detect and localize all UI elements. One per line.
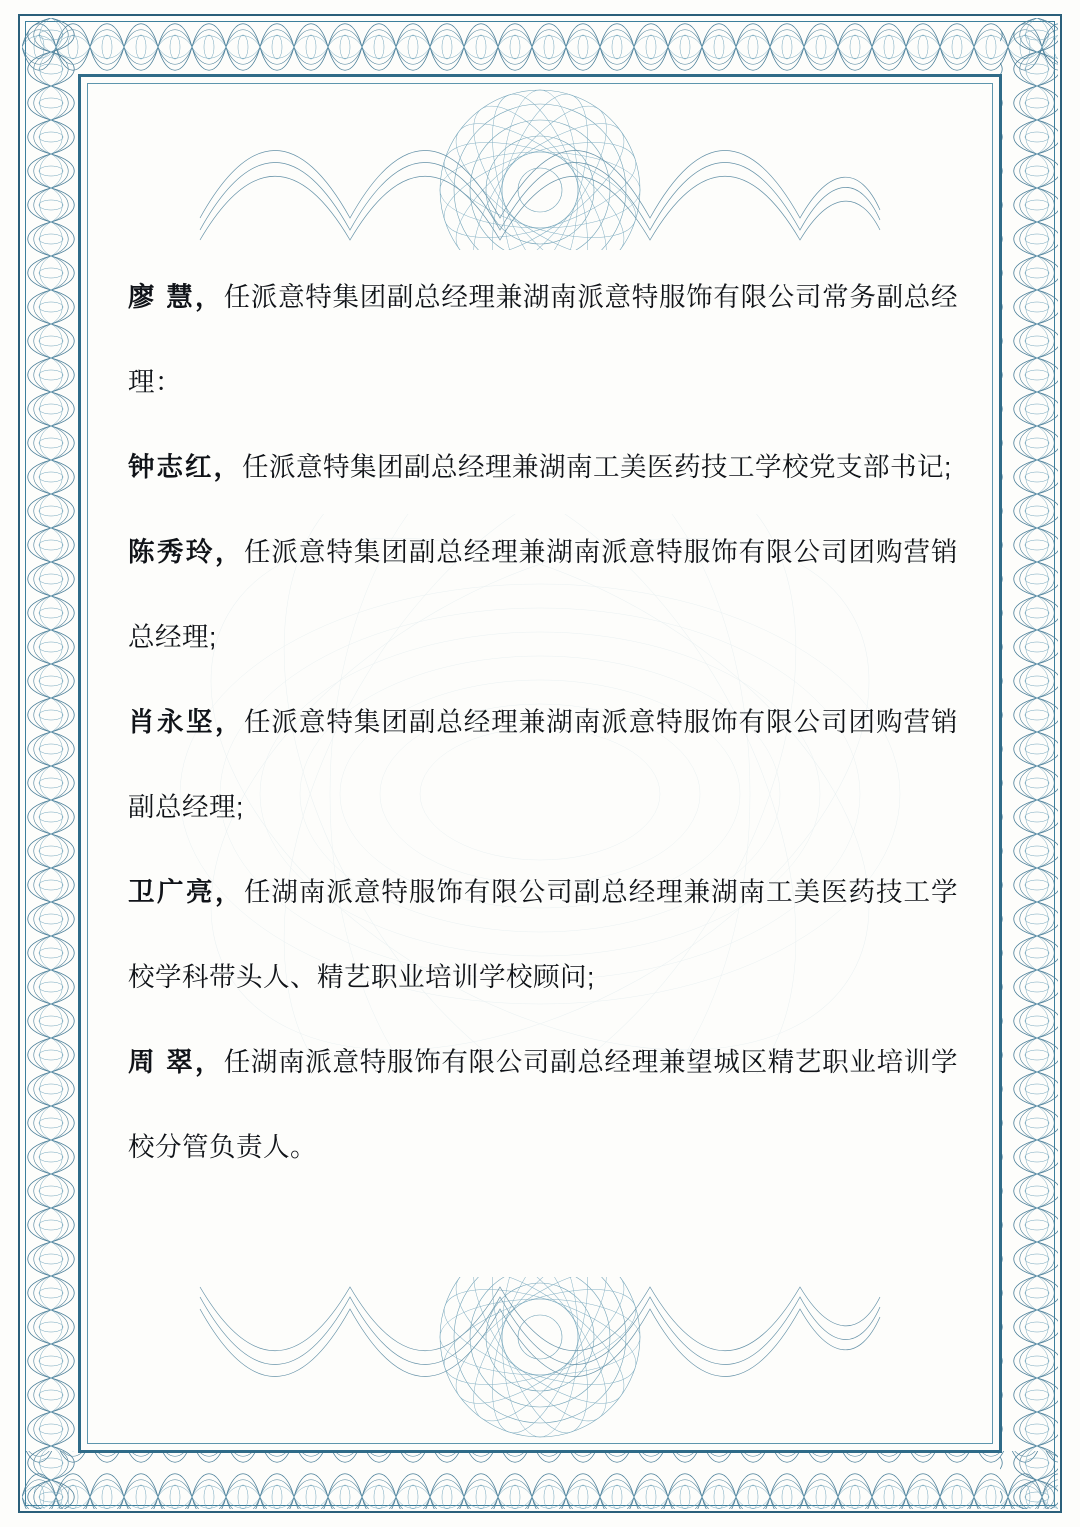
appointment-entry — [128, 680, 958, 850]
appointment-entry — [128, 425, 958, 510]
person-appointment-text: 任派意特集团副总经理兼湖南工美医药技工学校党支部书记; — [242, 452, 952, 482]
person-name: 钟志红， — [128, 452, 242, 482]
certificate-body — [128, 255, 958, 1190]
appointment-entry — [128, 850, 958, 1020]
person-name: 肖永坚， — [128, 707, 244, 737]
appointment-entry — [128, 1020, 958, 1190]
person-appointment-text: 任派意特集团副总经理兼湖南派意特服饰有限公司常务副总经理： — [128, 282, 958, 397]
person-appointment-text: 任派意特集团副总经理兼湖南派意特服饰有限公司团购营销副总经理; — [128, 707, 959, 822]
person-name: 廖 慧， — [128, 282, 224, 312]
person-name: 陈秀玲， — [128, 537, 244, 567]
person-appointment-text: 任湖南派意特服饰有限公司副总经理兼望城区精艺职业培训学校分管负责人。 — [128, 1047, 958, 1162]
appointment-entry — [128, 255, 958, 425]
person-appointment-text: 任派意特集团副总经理兼湖南派意特服饰有限公司团购营销总经理; — [128, 537, 959, 652]
person-name: 周 翠， — [128, 1047, 224, 1077]
person-appointment-text: 任湖南派意特服饰有限公司副总经理兼湖南工美医药技工学校学科带头人、精艺职业培训学校顾问; — [128, 877, 959, 992]
appointment-entry — [128, 510, 958, 680]
person-name: 卫广亮， — [128, 877, 244, 907]
